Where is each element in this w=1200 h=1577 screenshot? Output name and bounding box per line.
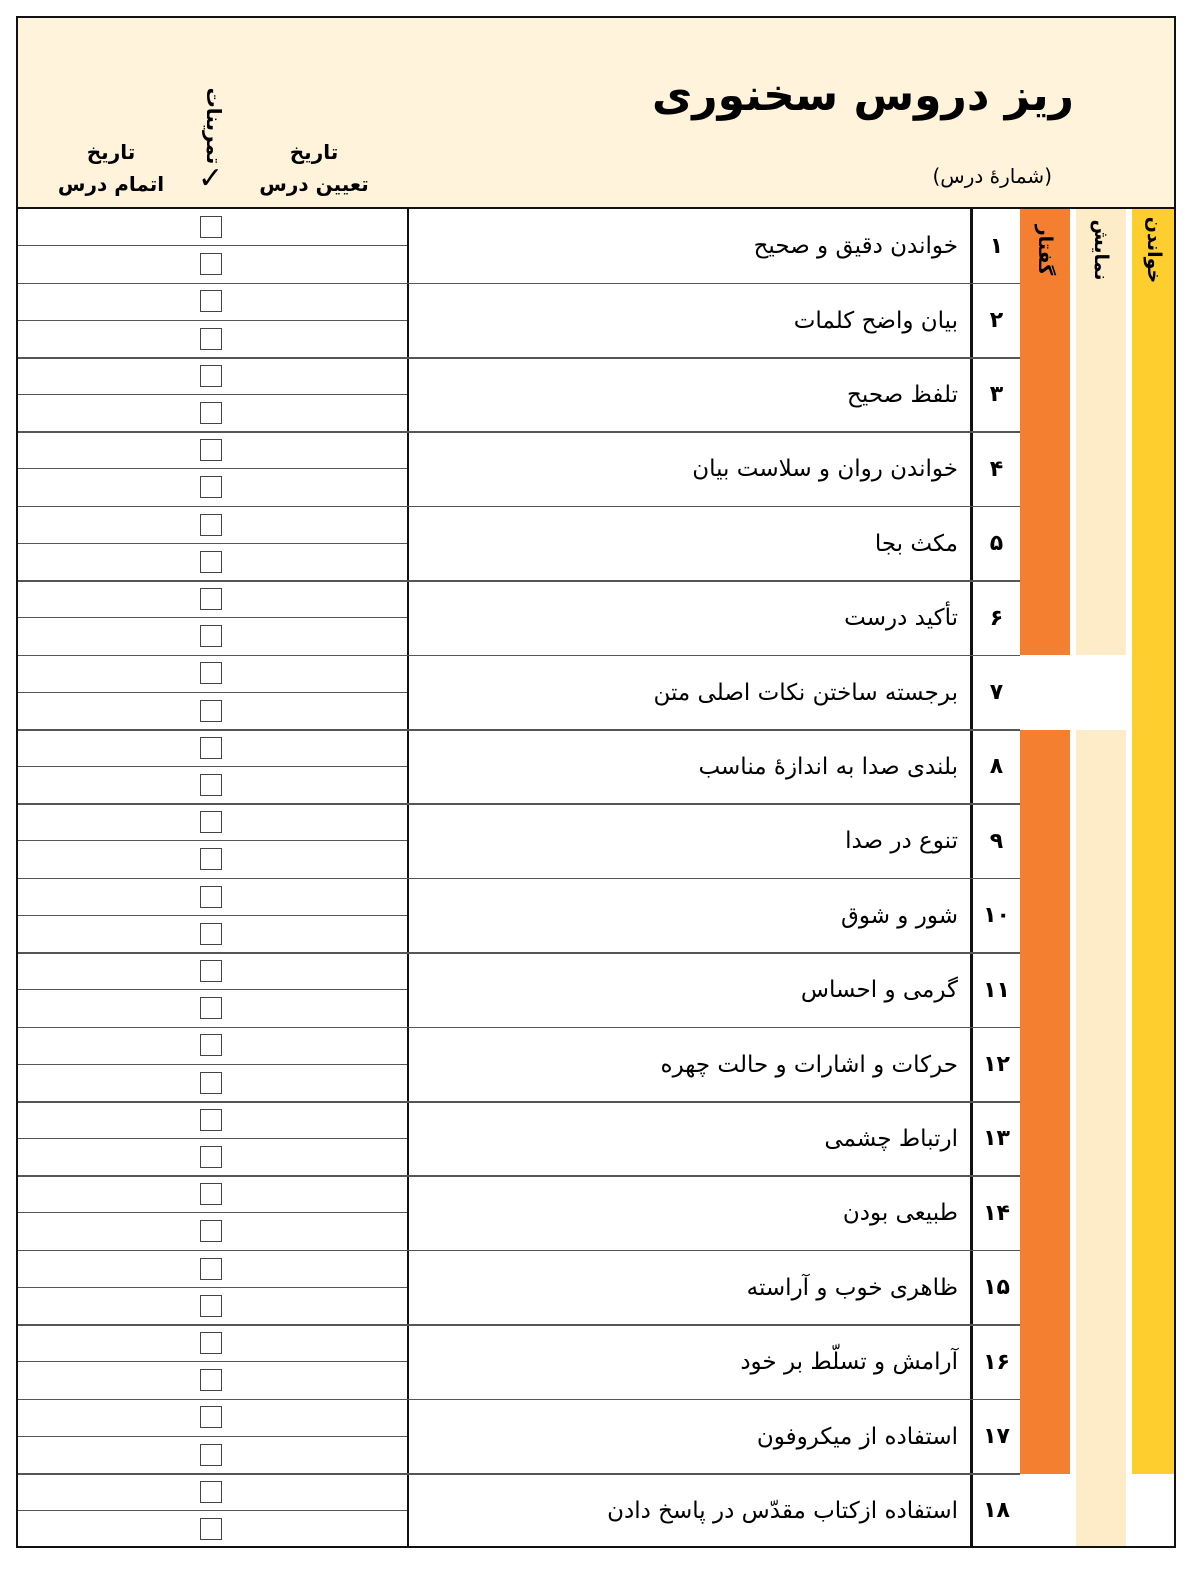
lesson-number: ۱۴ (983, 1200, 1010, 1226)
exercise-checkbox[interactable] (200, 328, 222, 350)
lesson-title: خواندن روان و سلاست بیان (692, 456, 958, 483)
exercise-subrow (18, 1065, 407, 1102)
exercise-subrow (18, 767, 407, 804)
table-row (18, 1027, 1020, 1101)
lesson-number: ۱۸ (983, 1498, 1010, 1524)
exercise-checkbox[interactable] (200, 1444, 222, 1466)
exercise-checkbox[interactable] (200, 1109, 222, 1131)
exercise-checkbox[interactable] (200, 886, 222, 908)
exercise-checkbox[interactable] (200, 1072, 222, 1094)
exercise-subrow (18, 544, 407, 581)
exercise-checkbox[interactable] (200, 1369, 222, 1391)
exercise-subrow (18, 1027, 407, 1064)
exercise-subrow (18, 581, 407, 618)
complete-date-header-line2: اتمام درس (57, 172, 165, 196)
exercise-subrow (18, 432, 407, 469)
exercise-checkbox[interactable] (200, 1146, 222, 1168)
exercise-subrow (18, 1511, 407, 1548)
exercise-checkbox[interactable] (200, 1332, 222, 1354)
lesson-number: ۶ (989, 605, 1004, 631)
table-row (18, 283, 1020, 357)
category-label-reading: خواندن (1143, 216, 1165, 284)
exercise-checkbox[interactable] (200, 290, 222, 312)
exercise-subrow (18, 1399, 407, 1436)
exercise-subrow (18, 246, 407, 283)
exercise-subrow (18, 618, 407, 655)
table-row (18, 1176, 1020, 1250)
table-row (18, 1325, 1020, 1399)
lesson-title: مکث بجا (874, 530, 958, 557)
exercise-subrow (18, 1139, 407, 1176)
lesson-number: ۸ (989, 754, 1004, 780)
exercise-checkbox[interactable] (200, 848, 222, 870)
exercise-checkbox[interactable] (200, 1481, 222, 1503)
exercise-checkbox[interactable] (200, 551, 222, 573)
lesson-title: برجسته ساختن نکات اصلی متن (653, 679, 958, 706)
lesson-title: ظاهری خوب و آراسته (746, 1274, 958, 1301)
exercise-subrow (18, 283, 407, 320)
exercise-subrow (18, 507, 407, 544)
lesson-number: ۲ (989, 308, 1004, 334)
exercise-subrow (18, 1437, 407, 1474)
exercise-checkbox[interactable] (200, 737, 222, 759)
exercise-subrow (18, 1102, 407, 1139)
table-row (18, 655, 1020, 729)
lesson-title: خواندن دقیق و صحیح (753, 233, 958, 260)
lesson-title: تلفظ صحیح (847, 381, 958, 408)
lesson-number: ۷ (989, 680, 1004, 706)
exercise-checkbox[interactable] (200, 402, 222, 424)
lesson-number-caption: (شمارهٔ درس) (932, 164, 1052, 188)
lesson-number: ۱ (989, 233, 1004, 259)
exercise-subrow (18, 469, 407, 506)
lesson-title: تنوع در صدا (845, 828, 958, 855)
exercise-subrow (18, 1251, 407, 1288)
exercise-subrow (18, 953, 407, 990)
category-label-speaking: گفتار (1034, 224, 1056, 276)
lesson-number: ۱۶ (983, 1349, 1010, 1375)
lesson-title: بلندی صدا به اندازهٔ مناسب (698, 753, 958, 780)
table-row (18, 358, 1020, 432)
exercise-checkbox[interactable] (200, 1183, 222, 1205)
exercise-subrow (18, 990, 407, 1027)
exercise-subrow (18, 1176, 407, 1213)
sheet-header (18, 18, 1174, 209)
lesson-number: ۹ (989, 828, 1004, 854)
exercise-checkbox[interactable] (200, 625, 222, 647)
lesson-title: استفاده از میکروفون (756, 1423, 958, 1450)
exercise-checkbox[interactable] (200, 439, 222, 461)
lesson-number: ۱۱ (983, 977, 1010, 1003)
exercise-checkbox[interactable] (200, 1034, 222, 1056)
assign-date-header-line1: تاریخ (289, 140, 339, 164)
lesson-number: ۱۵ (983, 1275, 1010, 1301)
exercise-subrow (18, 841, 407, 878)
exercise-subrow (18, 1325, 407, 1362)
lesson-number: ۱۰ (983, 903, 1010, 929)
lesson-title: آرامش و تسلّط بر خود (740, 1349, 958, 1376)
lesson-number: ۵ (989, 531, 1004, 557)
exercise-checkbox[interactable] (200, 476, 222, 498)
exercise-subrow (18, 358, 407, 395)
table-row (18, 1399, 1020, 1473)
exercise-checkbox[interactable] (200, 1220, 222, 1242)
exercise-checkbox[interactable] (200, 365, 222, 387)
lesson-table (18, 209, 1174, 1548)
table-row (18, 1251, 1020, 1325)
exercise-checkbox[interactable] (200, 1518, 222, 1540)
table-row (18, 953, 1020, 1027)
exercise-checkbox[interactable] (200, 774, 222, 796)
lesson-title: استفاده ازکتاب مقدّس در پاسخ دادن (607, 1497, 958, 1524)
page-title: ریز دروس سخنوری (651, 70, 1074, 121)
exercise-checkbox[interactable] (200, 216, 222, 238)
exercise-checkbox[interactable] (200, 700, 222, 722)
exercise-subrow (18, 730, 407, 767)
checkmark-icon: ✓ (198, 161, 224, 196)
exercises-header (196, 86, 232, 166)
lesson-title: شور و شوق (841, 902, 958, 929)
lesson-title: طبیعی بودن (842, 1200, 958, 1227)
table-row (18, 730, 1020, 804)
exercise-checkbox[interactable] (200, 1295, 222, 1317)
stripe-reading (1132, 209, 1176, 1474)
exercise-subrow (18, 209, 407, 246)
complete-date-header (56, 136, 166, 200)
complete-date-header-line1: تاریخ (86, 140, 136, 164)
exercise-subrow (18, 804, 407, 841)
exercise-checkbox[interactable] (200, 997, 222, 1019)
exercise-checkbox[interactable] (200, 960, 222, 982)
exercise-subrow (18, 1362, 407, 1399)
exercise-checkbox[interactable] (200, 588, 222, 610)
exercise-subrow (18, 879, 407, 916)
stripe-presentation-b (1076, 730, 1126, 1548)
lesson-title: تأکید درست (844, 605, 958, 632)
exercise-subrow (18, 1288, 407, 1325)
table-row (18, 879, 1020, 953)
exercise-subrow (18, 321, 407, 358)
table-row (18, 432, 1020, 506)
exercises-header-label: تمرینات (202, 87, 226, 165)
stripe-speaking-b (1020, 730, 1070, 1474)
table-row (18, 581, 1020, 655)
lesson-title: بیان واضح کلمات (793, 307, 958, 334)
table-row (18, 507, 1020, 581)
lesson-title: گرمی و احساس (800, 977, 958, 1004)
exercise-subrow (18, 1474, 407, 1511)
exercise-checkbox[interactable] (200, 1258, 222, 1280)
lesson-number: ۱۷ (983, 1424, 1010, 1450)
stripe-speaking-a (1020, 209, 1070, 655)
table-row (18, 804, 1020, 878)
exercise-checkbox[interactable] (200, 514, 222, 536)
lesson-number: ۱۲ (983, 1052, 1010, 1078)
assign-date-header (254, 136, 374, 200)
lesson-number: ۳ (989, 382, 1004, 408)
table-row (18, 1474, 1020, 1548)
exercise-checkbox[interactable] (200, 923, 222, 945)
exercise-checkbox[interactable] (200, 253, 222, 275)
lesson-number: ۴ (989, 456, 1004, 482)
stripe-presentation-a (1076, 209, 1126, 655)
exercise-subrow (18, 395, 407, 432)
table-row (18, 1102, 1020, 1176)
exercise-subrow (18, 693, 407, 730)
assign-date-header-line2: تعیین درس (259, 172, 369, 196)
lesson-title: حرکات و اشارات و حالت چهره (660, 1051, 958, 1078)
exercise-subrow (18, 1213, 407, 1250)
exercise-checkbox[interactable] (200, 1406, 222, 1428)
exercise-subrow (18, 916, 407, 953)
lesson-number: ۱۳ (983, 1126, 1010, 1152)
table-row (18, 209, 1020, 283)
exercise-checkbox[interactable] (200, 662, 222, 684)
exercise-subrow (18, 655, 407, 692)
category-label-presentation: نمایش (1090, 219, 1112, 281)
exercise-checkbox[interactable] (200, 811, 222, 833)
lesson-checklist-sheet (16, 16, 1176, 1548)
lesson-title: ارتباط چشمی (824, 1125, 958, 1152)
